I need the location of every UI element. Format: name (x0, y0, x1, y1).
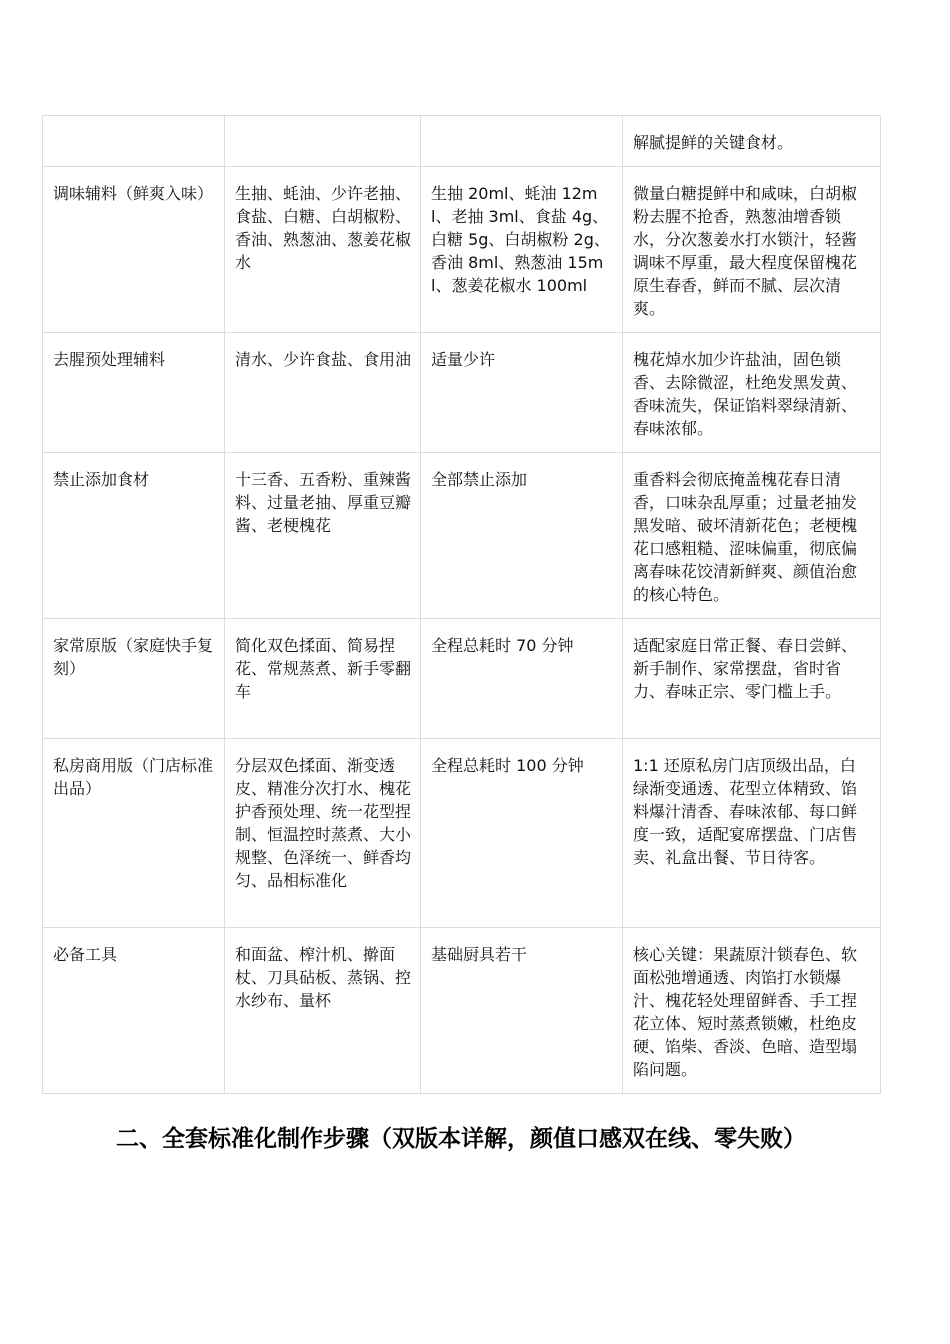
notes-cell: 1:1 还原私房门店顶级出品，白绿渐变通透、花型立体精致、馅料爆汁清香、春味浓郁、每口鲜度一致，适配宴席摆盘、门店售卖、礼盒出餐、节日待客。 (623, 739, 881, 928)
ingredients-cell: 简化双色揉面、简易捏花、常规蒸煮、新手零翻车 (225, 619, 421, 739)
amount-cell: 适量少许 (421, 333, 623, 453)
category-cell (43, 116, 225, 167)
ingredients-table (42, 115, 881, 1094)
category-cell: 去腥预处理辅料 (43, 333, 225, 453)
table-row (43, 167, 881, 333)
category-cell: 必备工具 (43, 928, 225, 1094)
table-row (43, 739, 881, 928)
amount-cell: 全程总耗时 100 分钟 (421, 739, 623, 928)
category-cell: 调味辅料（鲜爽入味） (43, 167, 225, 333)
table-row (43, 928, 881, 1094)
table-row (43, 619, 881, 739)
notes-cell: 适配家庭日常正餐、春日尝鲜、新手制作、家常摆盘，省时省力、春味正宗、零门槛上手。 (623, 619, 881, 739)
amount-cell (421, 116, 623, 167)
table-row (43, 116, 881, 167)
notes-cell: 重香料会彻底掩盖槐花春日清香，口味杂乱厚重；过量老抽发黑发暗、破坏清新花色；老梗槐花口感粗糙、涩味偏重，彻底偏离春味花饺清新鲜爽、颜值治愈的核心特色。 (623, 453, 881, 619)
section-heading: 二、全套标准化制作步骤（双版本详解，颜值口感双在线、零失败） (116, 1126, 806, 1152)
notes-cell: 解腻提鲜的关键食材。 (623, 116, 881, 167)
table-row (43, 333, 881, 453)
category-cell: 家常原版（家庭快手复刻） (43, 619, 225, 739)
amount-cell: 基础厨具若干 (421, 928, 623, 1094)
ingredients-cell: 分层双色揉面、渐变透皮、精准分次打水、槐花护香预处理、统一花型捏制、恒温控时蒸煮、大小规整、色泽统一、鲜香均匀、品相标准化 (225, 739, 421, 928)
ingredients-cell: 生抽、蚝油、少许老抽、食盐、白糖、白胡椒粉、香油、熟葱油、葱姜花椒水 (225, 167, 421, 333)
notes-cell: 核心关键：果蔬原汁锁春色、软面松弛增通透、肉馅打水锁爆汁、槐花轻处理留鲜香、手工捏花立体、短时蒸煮锁嫩，杜绝皮硬、馅柴、香淡、色暗、造型塌陷问题。 (623, 928, 881, 1094)
notes-cell: 槐花焯水加少许盐油，固色锁香、去除微涩，杜绝发黑发黄、香味流失，保证馅料翠绿清新、春味浓郁。 (623, 333, 881, 453)
ingredients-cell (225, 116, 421, 167)
amount-cell: 生抽 20ml、蚝油 12ml、老抽 3ml、食盐 4g、白糖 5g、白胡椒粉 2g、香油 8ml、熟葱油 15ml、葱姜花椒水 100ml (421, 167, 623, 333)
amount-cell: 全部禁止添加 (421, 453, 623, 619)
notes-cell: 微量白糖提鲜中和咸味，白胡椒粉去腥不抢香，熟葱油增香锁水，分次葱姜水打水锁汁，轻酱调味不厚重，最大程度保留槐花原生春香，鲜而不腻、层次清爽。 (623, 167, 881, 333)
amount-cell: 全程总耗时 70 分钟 (421, 619, 623, 739)
category-cell: 私房商用版（门店标准出品） (43, 739, 225, 928)
ingredients-cell: 十三香、五香粉、重辣酱料、过量老抽、厚重豆瓣酱、老梗槐花 (225, 453, 421, 619)
table-row (43, 453, 881, 619)
ingredients-cell: 清水、少许食盐、食用油 (225, 333, 421, 453)
ingredients-cell: 和面盆、榨汁机、擀面杖、刀具砧板、蒸锅、控水纱布、量杯 (225, 928, 421, 1094)
category-cell: 禁止添加食材 (43, 453, 225, 619)
